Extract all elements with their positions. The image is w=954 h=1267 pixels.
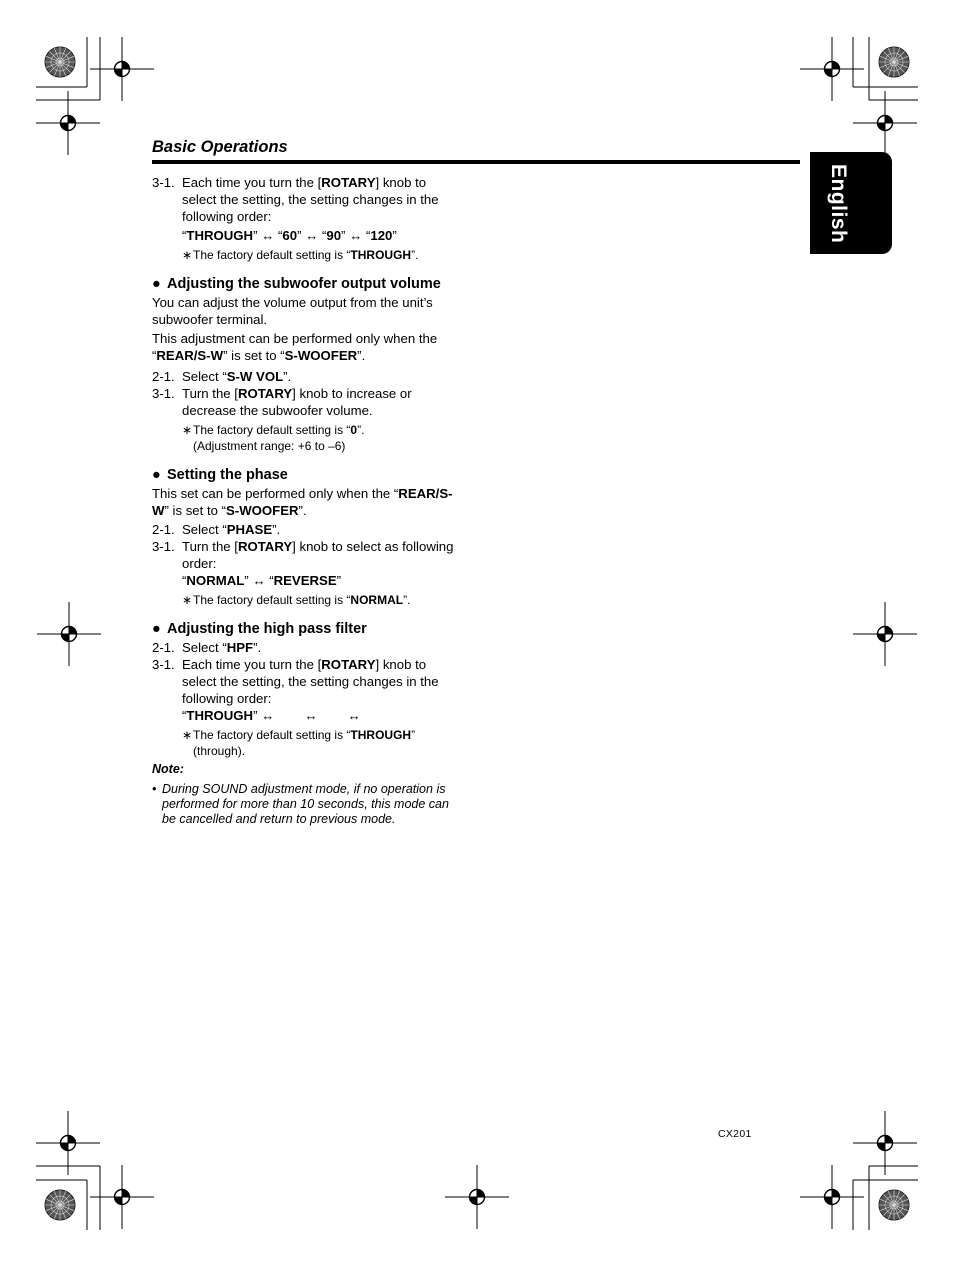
step-text: Each time you turn the [ROTARY] knob to select the setting, the setting changes in the following order: [182, 175, 439, 224]
model-number: CX201 [718, 1128, 752, 1140]
subwoofer-intro: You can adjust the volume output from the unit’s subwoofer terminal. [152, 295, 433, 327]
step-3-1-phase: 3-1. Turn the [ROTARY] knob to select as following order: [152, 539, 454, 571]
section-title: Basic Operations [152, 138, 288, 156]
step-2-1-swvol: 2-1. Select “S-W VOL”. [152, 369, 292, 384]
footnote-hpf: ∗ The factory default setting is “THROUGH” (through). [182, 728, 416, 758]
footnote-phase: ∗ The factory default setting is “NORMAL”. [182, 593, 411, 607]
footnote-default: ∗ The factory default setting is “THROUGH”. [182, 248, 419, 262]
phase-sequence: “NORMAL” ↔ “REVERSE” [182, 573, 342, 588]
phase-condition: This set can be performed only when the “REAR/S-W” is set to “S-WOOFER”. [152, 486, 453, 518]
note-item: • During SOUND adjustment mode, if no operation is performed for more than 10 seconds, this mode can be cancelled and return to previous mode. [152, 782, 449, 826]
hpf-sequence: “THROUGH” ↔ ↔ ↔ [182, 708, 361, 723]
step-number: 3-1. [152, 175, 175, 190]
note-label: Note: [152, 762, 184, 776]
heading-hpf: ● Adjusting the high pass filter [152, 621, 367, 637]
step-2-1-hpf: 2-1. Select “HPF”. [152, 640, 262, 655]
content-column [152, 174, 462, 827]
heading-phase: ● Setting the phase [152, 467, 288, 483]
language-tab-label: English [827, 164, 850, 244]
title-rule [152, 160, 800, 164]
language-tab [810, 152, 892, 254]
step-3-1-hpf: 3-1. Each time you turn the [ROTARY] knob to select the setting, the setting changes in the following order: [152, 657, 439, 706]
heading-subwoofer-volume: ● Adjusting the subwoofer output volume [152, 276, 441, 292]
step-3-1-swvol: 3-1. Turn the [ROTARY] knob to increase or decrease the subwoofer volume. [152, 386, 412, 418]
subwoofer-condition: This adjustment can be performed only when the “REAR/S-W” is set to “S-WOOFER”. [152, 331, 438, 363]
footnote-swvol: ∗ The factory default setting is “0”. (Adjustment range: +6 to –6) [182, 423, 365, 453]
step-2-1-phase: 2-1. Select “PHASE”. [152, 522, 281, 537]
setting-sequence: “THROUGH” ↔ “60” ↔ “90” ↔ “120” [182, 228, 397, 243]
step-3-1-crossover [152, 174, 462, 225]
